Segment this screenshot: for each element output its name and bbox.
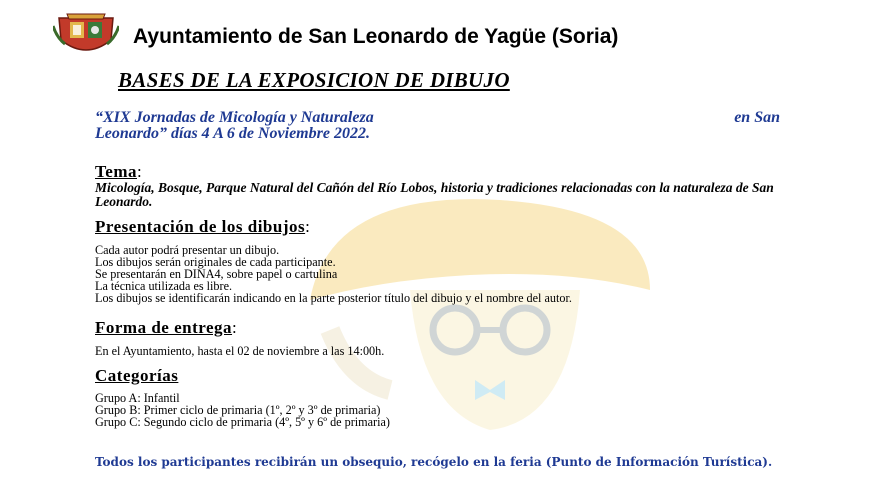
presentacion-heading-label: Presentación de los dibujos (95, 217, 306, 236)
event-subtitle (95, 110, 780, 142)
coat-of-arms-icon (53, 8, 119, 58)
section-heading-presentacion (95, 217, 310, 237)
footer-note: Todos los participantes recibirán un obsequio, recógelo en la feria (Punto de Información Turística). (95, 455, 773, 469)
list-item: Cada autor podrá presentar un dibujo. (95, 243, 280, 257)
event-line-2: Leonardo” días 4 A 6 de Noviembre 2022. (95, 125, 370, 142)
categorias-list (95, 392, 775, 428)
list-item: Grupo A: Infantil (95, 391, 180, 405)
section-heading-tema (95, 162, 142, 182)
event-line-1a: “XIX Jornadas de Micología y Naturaleza (95, 109, 374, 126)
tema-heading-label: Tema (95, 162, 137, 181)
tema-heading-colon: : (137, 162, 142, 181)
list-item: La técnica utilizada es libre. (95, 279, 233, 293)
list-item: Grupo C: Segundo ciclo de primaria (4º, 5º y 6º de primaria) (95, 415, 390, 429)
presentacion-list (95, 244, 775, 304)
section-heading-categorias (95, 366, 178, 386)
tema-text: Micología, Bosque, Parque Natural del Cañón del Río Lobos, historia y tradiciones relacionadas con la naturaleza de San Leonardo. (95, 180, 774, 209)
forma-heading-colon: : (232, 318, 237, 337)
forma-text: En el Ayuntamiento, hasta el 02 de noviembre a las 14:00h. (95, 344, 385, 358)
categorias-heading-label: Categorías (95, 366, 179, 385)
list-item: Grupo B: Primer ciclo de primaria (1º, 2º y 3º de primaria) (95, 403, 381, 417)
list-item: Los dibujos se identificarán indicando en la parte posterior título del dibujo y el nombre del autor. (95, 291, 572, 305)
forma-heading-label: Forma de entrega (95, 318, 233, 337)
document-title: BASES DE LA EXPOSICION DE DIBUJO (118, 68, 510, 92)
town-hall-name: Ayuntamiento de San Leonardo de Yagüe (Soria) (133, 25, 619, 48)
list-item: Se presentarán en DINA4, sobre papel o cartulina (95, 267, 338, 281)
section-heading-forma (95, 318, 237, 338)
list-item: Los dibujos serán originales de cada participante. (95, 255, 336, 269)
presentacion-heading-colon: : (305, 217, 310, 236)
event-line-1b: en San (734, 109, 780, 126)
